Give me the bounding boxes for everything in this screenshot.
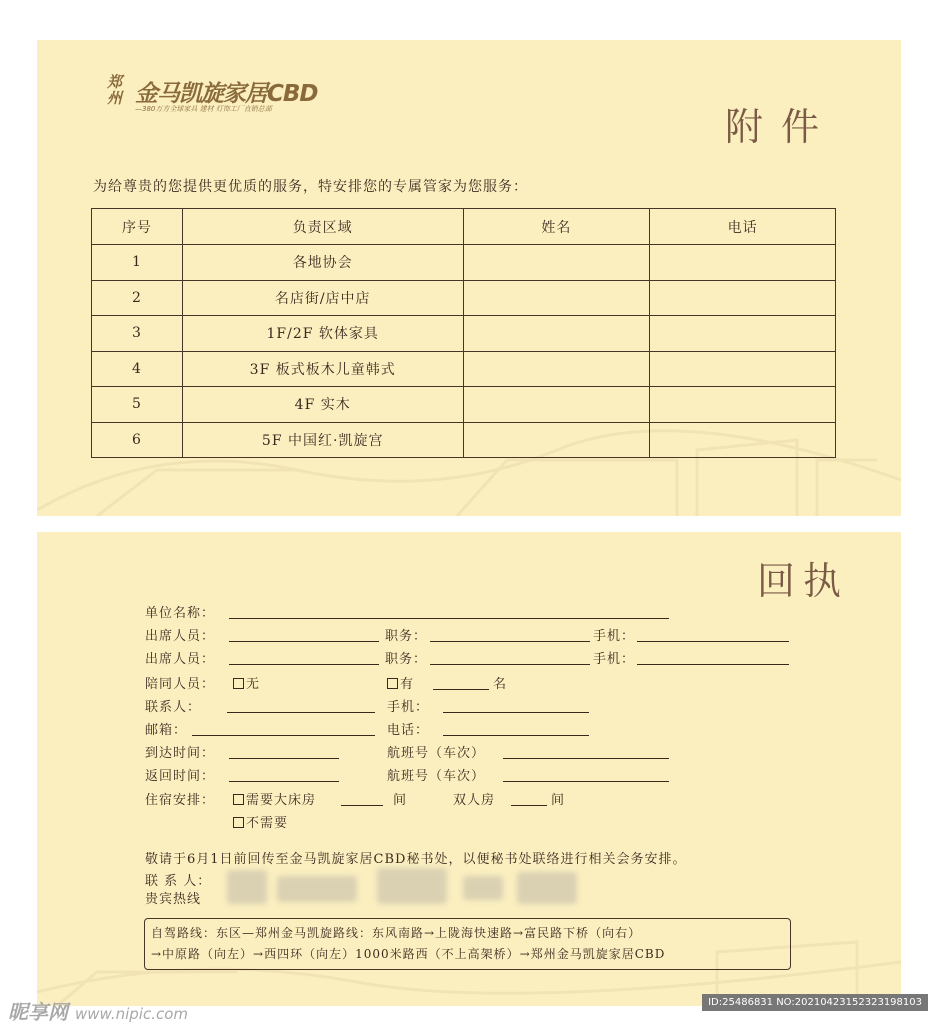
site-watermark — [8, 996, 188, 1024]
header-phone: 电话 — [650, 209, 836, 245]
cell-name[interactable] — [463, 422, 650, 458]
cell-no: 6 — [92, 422, 183, 458]
redacted-contact-info — [227, 868, 607, 908]
cell-area: 5F 中国红·凯旋宫 — [182, 422, 463, 458]
companion-have-option[interactable] — [387, 677, 414, 693]
contact-mobile-field[interactable] — [443, 712, 589, 713]
header-name: 姓名 — [463, 209, 650, 245]
cell-no: 5 — [92, 387, 183, 423]
cell-phone[interactable] — [650, 387, 836, 423]
arrival-label: 到达时间： — [145, 746, 216, 761]
arrival-field[interactable] — [229, 758, 339, 759]
cell-phone[interactable] — [650, 316, 836, 352]
position-field[interactable] — [430, 641, 590, 642]
no-need-label: 不需要 — [246, 816, 289, 831]
cell-no: 1 — [92, 245, 183, 281]
logo-city: 郑州 — [107, 73, 123, 107]
position-field[interactable] — [430, 664, 590, 665]
room-unit-label: 间 — [551, 793, 566, 808]
return-flight-field[interactable] — [503, 781, 669, 782]
cell-name[interactable] — [463, 280, 650, 316]
big-bed-label: 需要大床房 — [246, 793, 317, 808]
room-unit-label: 间 — [393, 793, 408, 808]
driving-route-box — [144, 918, 791, 970]
flight-label: 航班号（车次） — [387, 746, 486, 761]
have-label: 有 — [400, 677, 415, 692]
cell-name[interactable] — [463, 387, 650, 423]
table-row — [92, 351, 836, 387]
table-row — [92, 422, 836, 458]
unit-name-field[interactable] — [229, 618, 669, 619]
attendee-label: 出席人员： — [145, 652, 216, 667]
flight-label: 航班号（车次） — [387, 769, 486, 784]
table-row — [92, 280, 836, 316]
arrival-flight-field[interactable] — [503, 758, 669, 759]
reply-card — [37, 532, 901, 1006]
mobile-label: 手机： — [593, 629, 636, 644]
table-row — [92, 316, 836, 352]
staff-table — [91, 208, 836, 458]
table-row — [92, 245, 836, 281]
cell-area: 1F/2F 软体家具 — [182, 316, 463, 352]
big-bed-option[interactable] — [233, 793, 316, 809]
contact-person-label: 联 系 人： — [145, 874, 212, 889]
contact-label: 联系人： — [145, 700, 202, 715]
reply-title: 回执 — [757, 559, 850, 603]
checkbox[interactable] — [233, 678, 244, 689]
hotline-label: 贵宾热线 — [145, 892, 202, 907]
lodging-label: 住宿安排： — [145, 793, 216, 808]
attendee-field[interactable] — [229, 641, 379, 642]
cell-name[interactable] — [463, 245, 650, 281]
cell-name[interactable] — [463, 316, 650, 352]
cell-area: 3F 板式板木儿童韩式 — [182, 351, 463, 387]
mobile-label: 手机： — [593, 652, 636, 667]
checkbox[interactable] — [233, 817, 244, 828]
contact-field[interactable] — [227, 712, 375, 713]
route-line-1: 自驾路线：东区—郑州金马凯旋路线：东风南路→上陇海快速路→富民路下桥（向右） — [151, 926, 642, 940]
no-need-option[interactable] — [233, 816, 288, 832]
table-header-row — [92, 209, 836, 245]
return-label: 返回时间： — [145, 769, 216, 784]
route-line-2: →中原路（向左）→西四环（向左）1000米路西（不上高架桥）→郑州金马凯旋家居CBD — [151, 947, 666, 961]
table-row — [92, 387, 836, 423]
attachment-title: 附件 — [725, 105, 838, 149]
return-field[interactable] — [229, 781, 339, 782]
cell-area: 名店街/店中店 — [182, 280, 463, 316]
watermark-name: 昵享网 — [8, 1000, 68, 1024]
cell-phone[interactable] — [650, 245, 836, 281]
cell-no: 3 — [92, 316, 183, 352]
twin-room-label: 双人房 — [453, 793, 496, 808]
mobile-field[interactable] — [637, 664, 789, 665]
big-bed-count-field[interactable] — [341, 805, 383, 806]
cell-area: 4F 实木 — [182, 387, 463, 423]
image-id-badge: ID:25486831 NO:20210423152323198103 — [702, 994, 928, 1011]
logo-slogan: —380万方全球家具 建材 灯饰工厂直销总部 — [135, 105, 272, 113]
email-label: 邮箱： — [145, 723, 188, 738]
cell-phone[interactable] — [650, 280, 836, 316]
twin-room-count-field[interactable] — [511, 805, 547, 806]
header-no: 序号 — [92, 209, 183, 245]
checkbox[interactable] — [387, 678, 398, 689]
none-label: 无 — [246, 677, 261, 692]
cell-phone[interactable] — [650, 422, 836, 458]
position-label: 职务： — [385, 652, 428, 667]
cell-area: 各地协会 — [182, 245, 463, 281]
position-label: 职务： — [385, 629, 428, 644]
companion-count-field[interactable] — [433, 689, 489, 690]
companion-label: 陪同人员： — [145, 677, 216, 692]
watermark-url: www.nipic.com — [74, 1005, 188, 1023]
email-field[interactable] — [192, 735, 375, 736]
mobile-label: 手机： — [387, 700, 430, 715]
cell-no: 4 — [92, 351, 183, 387]
checkbox[interactable] — [233, 794, 244, 805]
header-area: 负责区域 — [182, 209, 463, 245]
persons-label: 名 — [493, 677, 508, 692]
unit-name-label: 单位名称： — [145, 606, 216, 621]
cell-name[interactable] — [463, 351, 650, 387]
attendee-field[interactable] — [229, 664, 379, 665]
notice-text: 敬请于6月1日前回传至金马凯旋家居CBD秘书处，以便秘书处联络进行相关会务安排。 — [145, 852, 687, 867]
cell-phone[interactable] — [650, 351, 836, 387]
cell-no: 2 — [92, 280, 183, 316]
attachment-intro: 为给尊贵的您提供更优质的服务，特安排您的专属管家为您服务： — [93, 179, 528, 195]
logo-brand: 金马凯旋家居CBD — [135, 81, 318, 107]
mobile-field[interactable] — [637, 641, 789, 642]
phone-field[interactable] — [443, 735, 589, 736]
phone-label: 电话： — [387, 723, 430, 738]
companion-none-option[interactable] — [233, 677, 260, 693]
attachment-card — [37, 40, 901, 516]
attendee-label: 出席人员： — [145, 629, 216, 644]
